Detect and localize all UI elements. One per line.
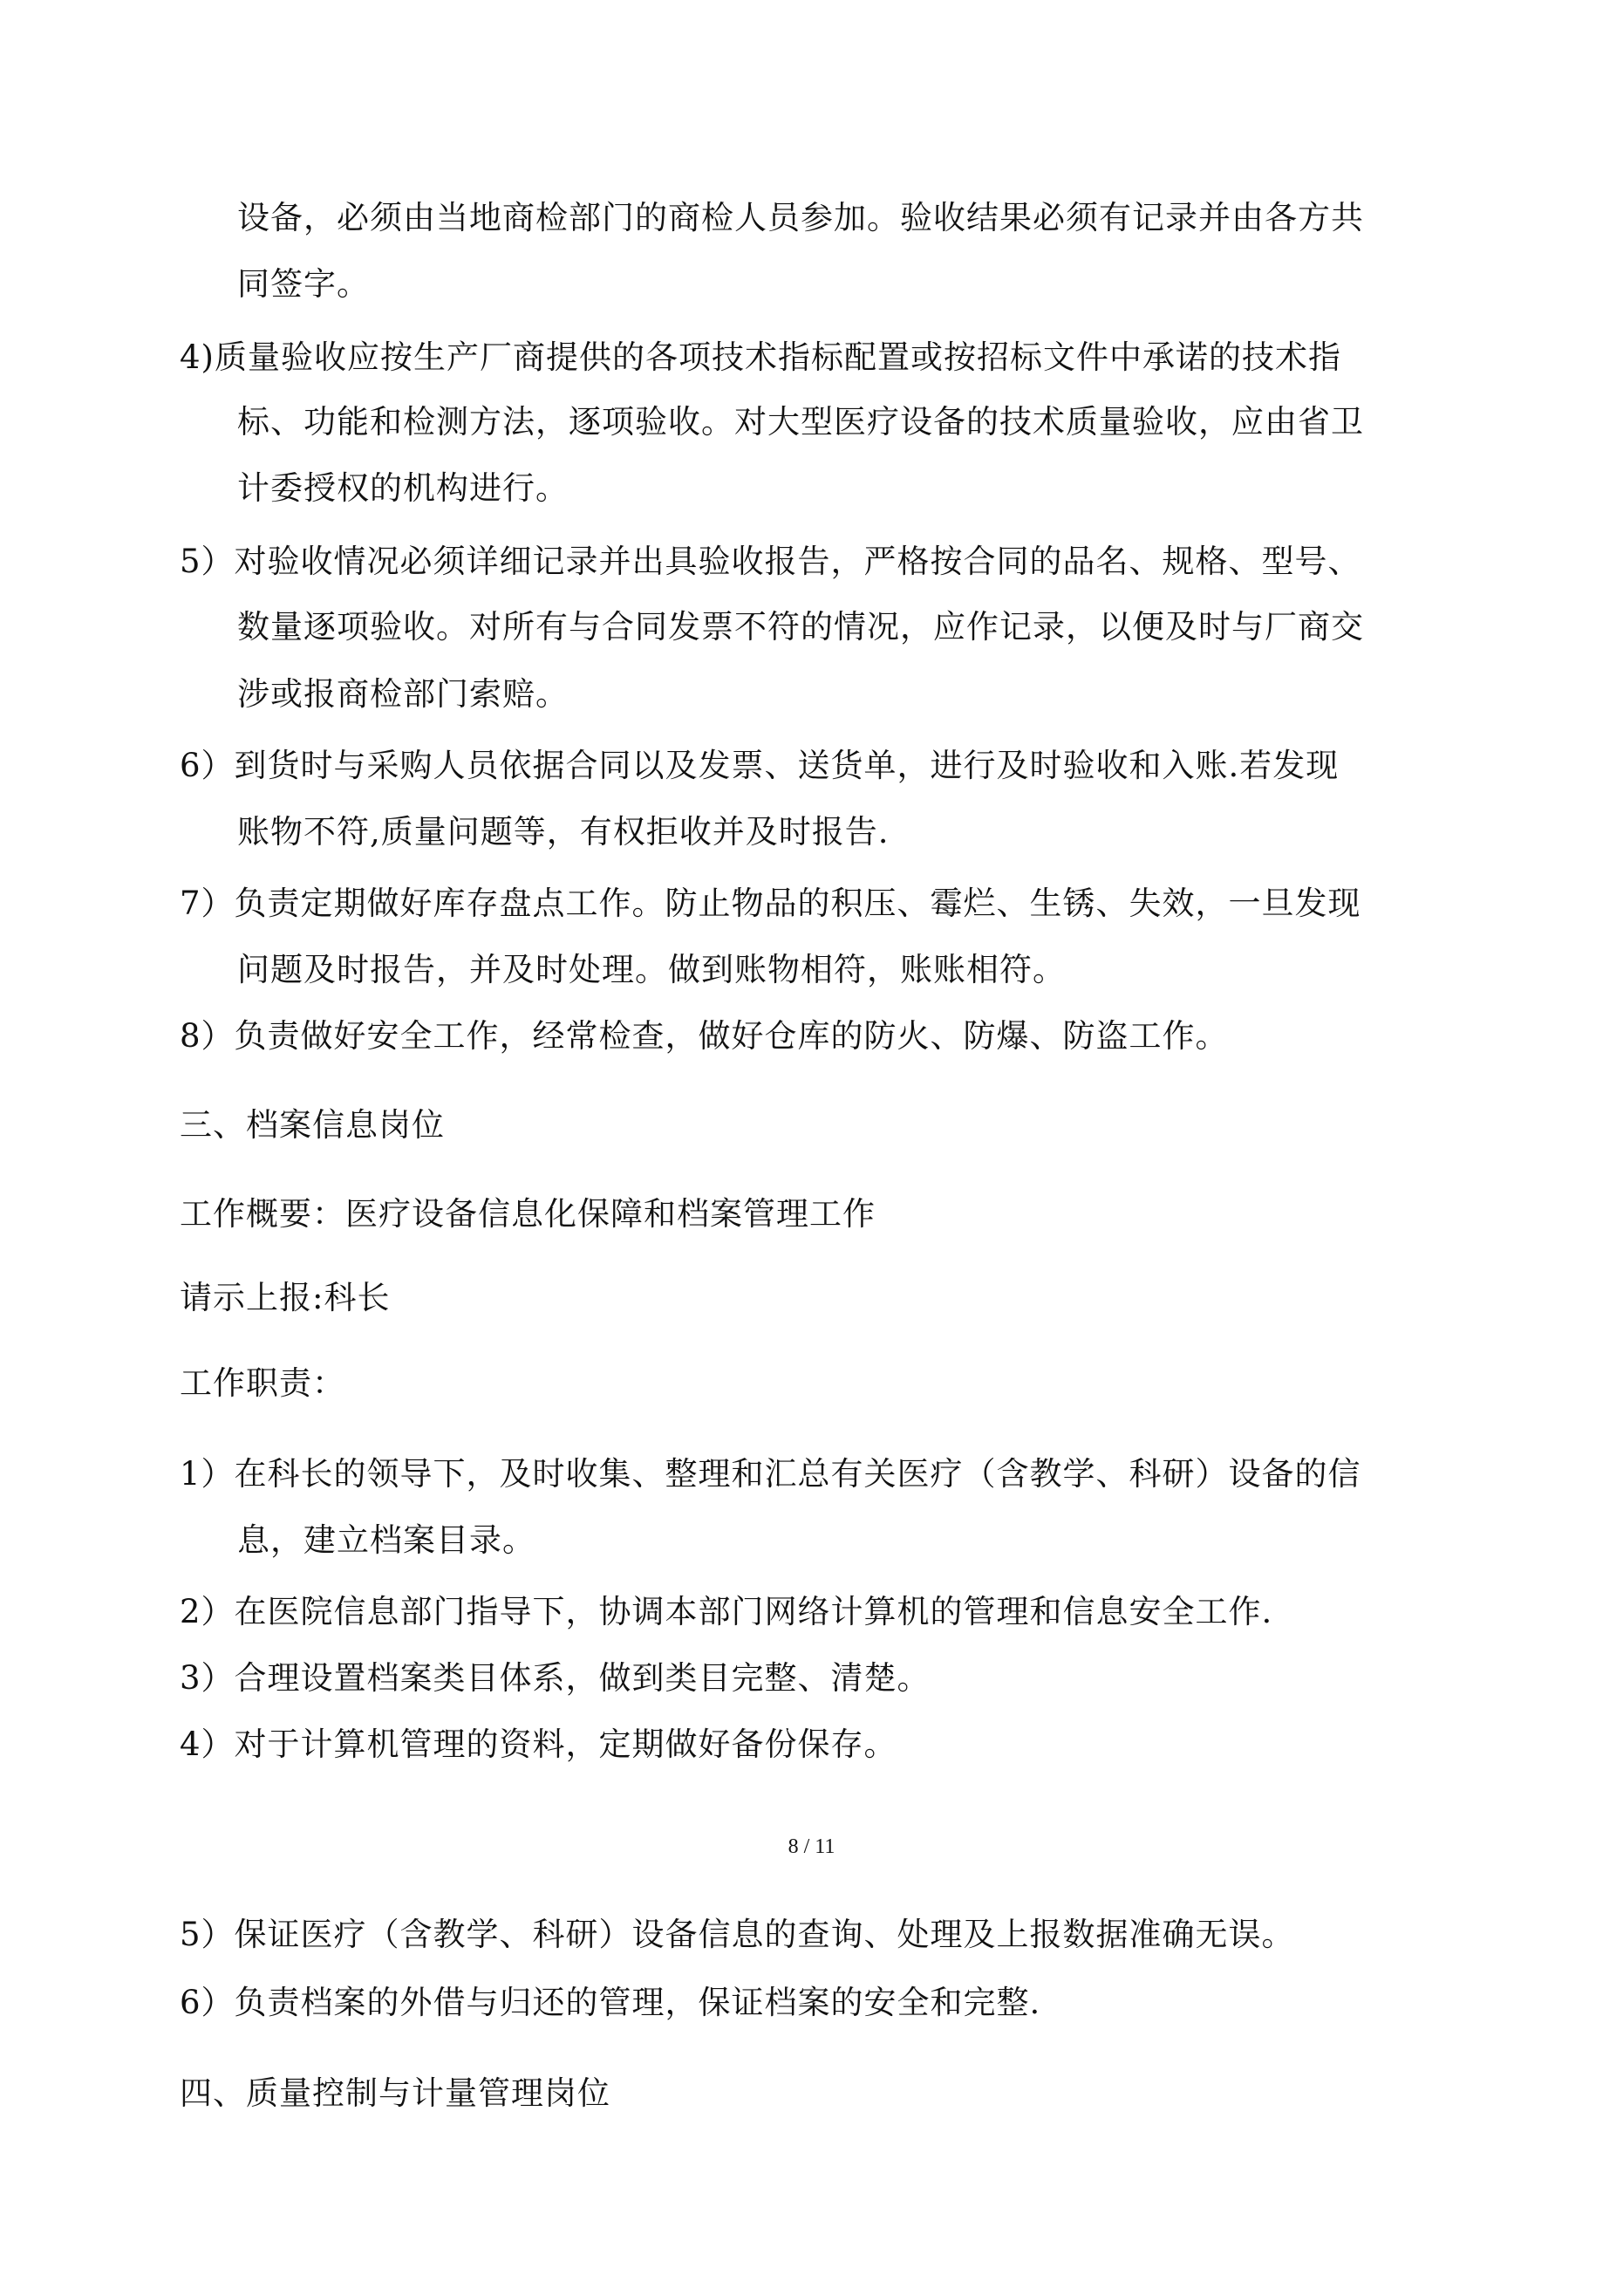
- paragraph-line: 涉或报商检部门索赔。: [237, 675, 569, 713]
- paragraph-line: 账物不符,质量问题等，有权拒收并及时报告.: [237, 813, 890, 851]
- duty-item-4: 4）对于计算机管理的资料，定期做好备份保存。: [180, 1725, 897, 1763]
- list-item-6: 6）到货时与采购人员依据合同以及发票、送货单，进行及时验收和入账.若发现: [180, 747, 1340, 784]
- work-overview: 工作概要：医疗设备信息化保障和档案管理工作: [180, 1195, 876, 1233]
- report-to: 请示上报:科长: [180, 1279, 391, 1316]
- list-item-4: 4)质量验收应按生产厂商提供的各项技术指标配置或按招标文件中承诺的技术指: [180, 338, 1341, 376]
- paragraph-line: 计委授权的机构进行。: [237, 469, 569, 507]
- duty-item-2: 2）在医院信息部门指导下，协调本部门网络计算机的管理和信息安全工作.: [180, 1593, 1273, 1630]
- list-item-8: 8）负责做好安全工作，经常检查，做好仓库的防火、防爆、防盗工作。: [180, 1017, 1229, 1055]
- duty-item-1: 1）在科长的领导下，及时收集、整理和汇总有关医疗（含教学、科研）设备的信: [180, 1455, 1361, 1493]
- duties-label: 工作职责：: [180, 1364, 345, 1402]
- duty-item-5: 5）保证医疗（含教学、科研）设备信息的查询、处理及上报数据准确无误。: [180, 1916, 1295, 1953]
- duty-item-6: 6）负责档案的外借与归还的管理，保证档案的安全和完整.: [180, 1984, 1041, 2021]
- section-heading: 三、档案信息岗位: [180, 1106, 445, 1144]
- paragraph-line: 问题及时报告，并及时处理。做到账物相符，账账相符。: [237, 951, 1066, 988]
- paragraph-line: 设备，必须由当地商检部门的商检人员参加。验收结果必须有记录并由各方共: [237, 199, 1364, 236]
- list-item-7: 7）负责定期做好库存盘点工作。防止物品的积压、霉烂、生锈、失效，一旦发现: [180, 885, 1361, 922]
- paragraph-line: 数量逐项验收。对所有与合同发票不符的情况，应作记录，以便及时与厂商交: [237, 608, 1364, 646]
- page-number: 8 / 11: [788, 1835, 835, 1858]
- paragraph-line: 息，建立档案目录。: [237, 1521, 535, 1559]
- duty-item-3: 3）合理设置档案类目体系，做到类目完整、清楚。: [180, 1659, 931, 1697]
- list-item-5: 5）对验收情况必须详细记录并出具验收报告，严格按合同的品名、规格、型号、: [180, 543, 1361, 580]
- paragraph-line: 标、功能和检测方法，逐项验收。对大型医疗设备的技术质量验收，应由省卫: [237, 403, 1364, 441]
- section-heading: 四、质量控制与计量管理岗位: [180, 2074, 610, 2112]
- paragraph-line: 同签字。: [237, 265, 370, 303]
